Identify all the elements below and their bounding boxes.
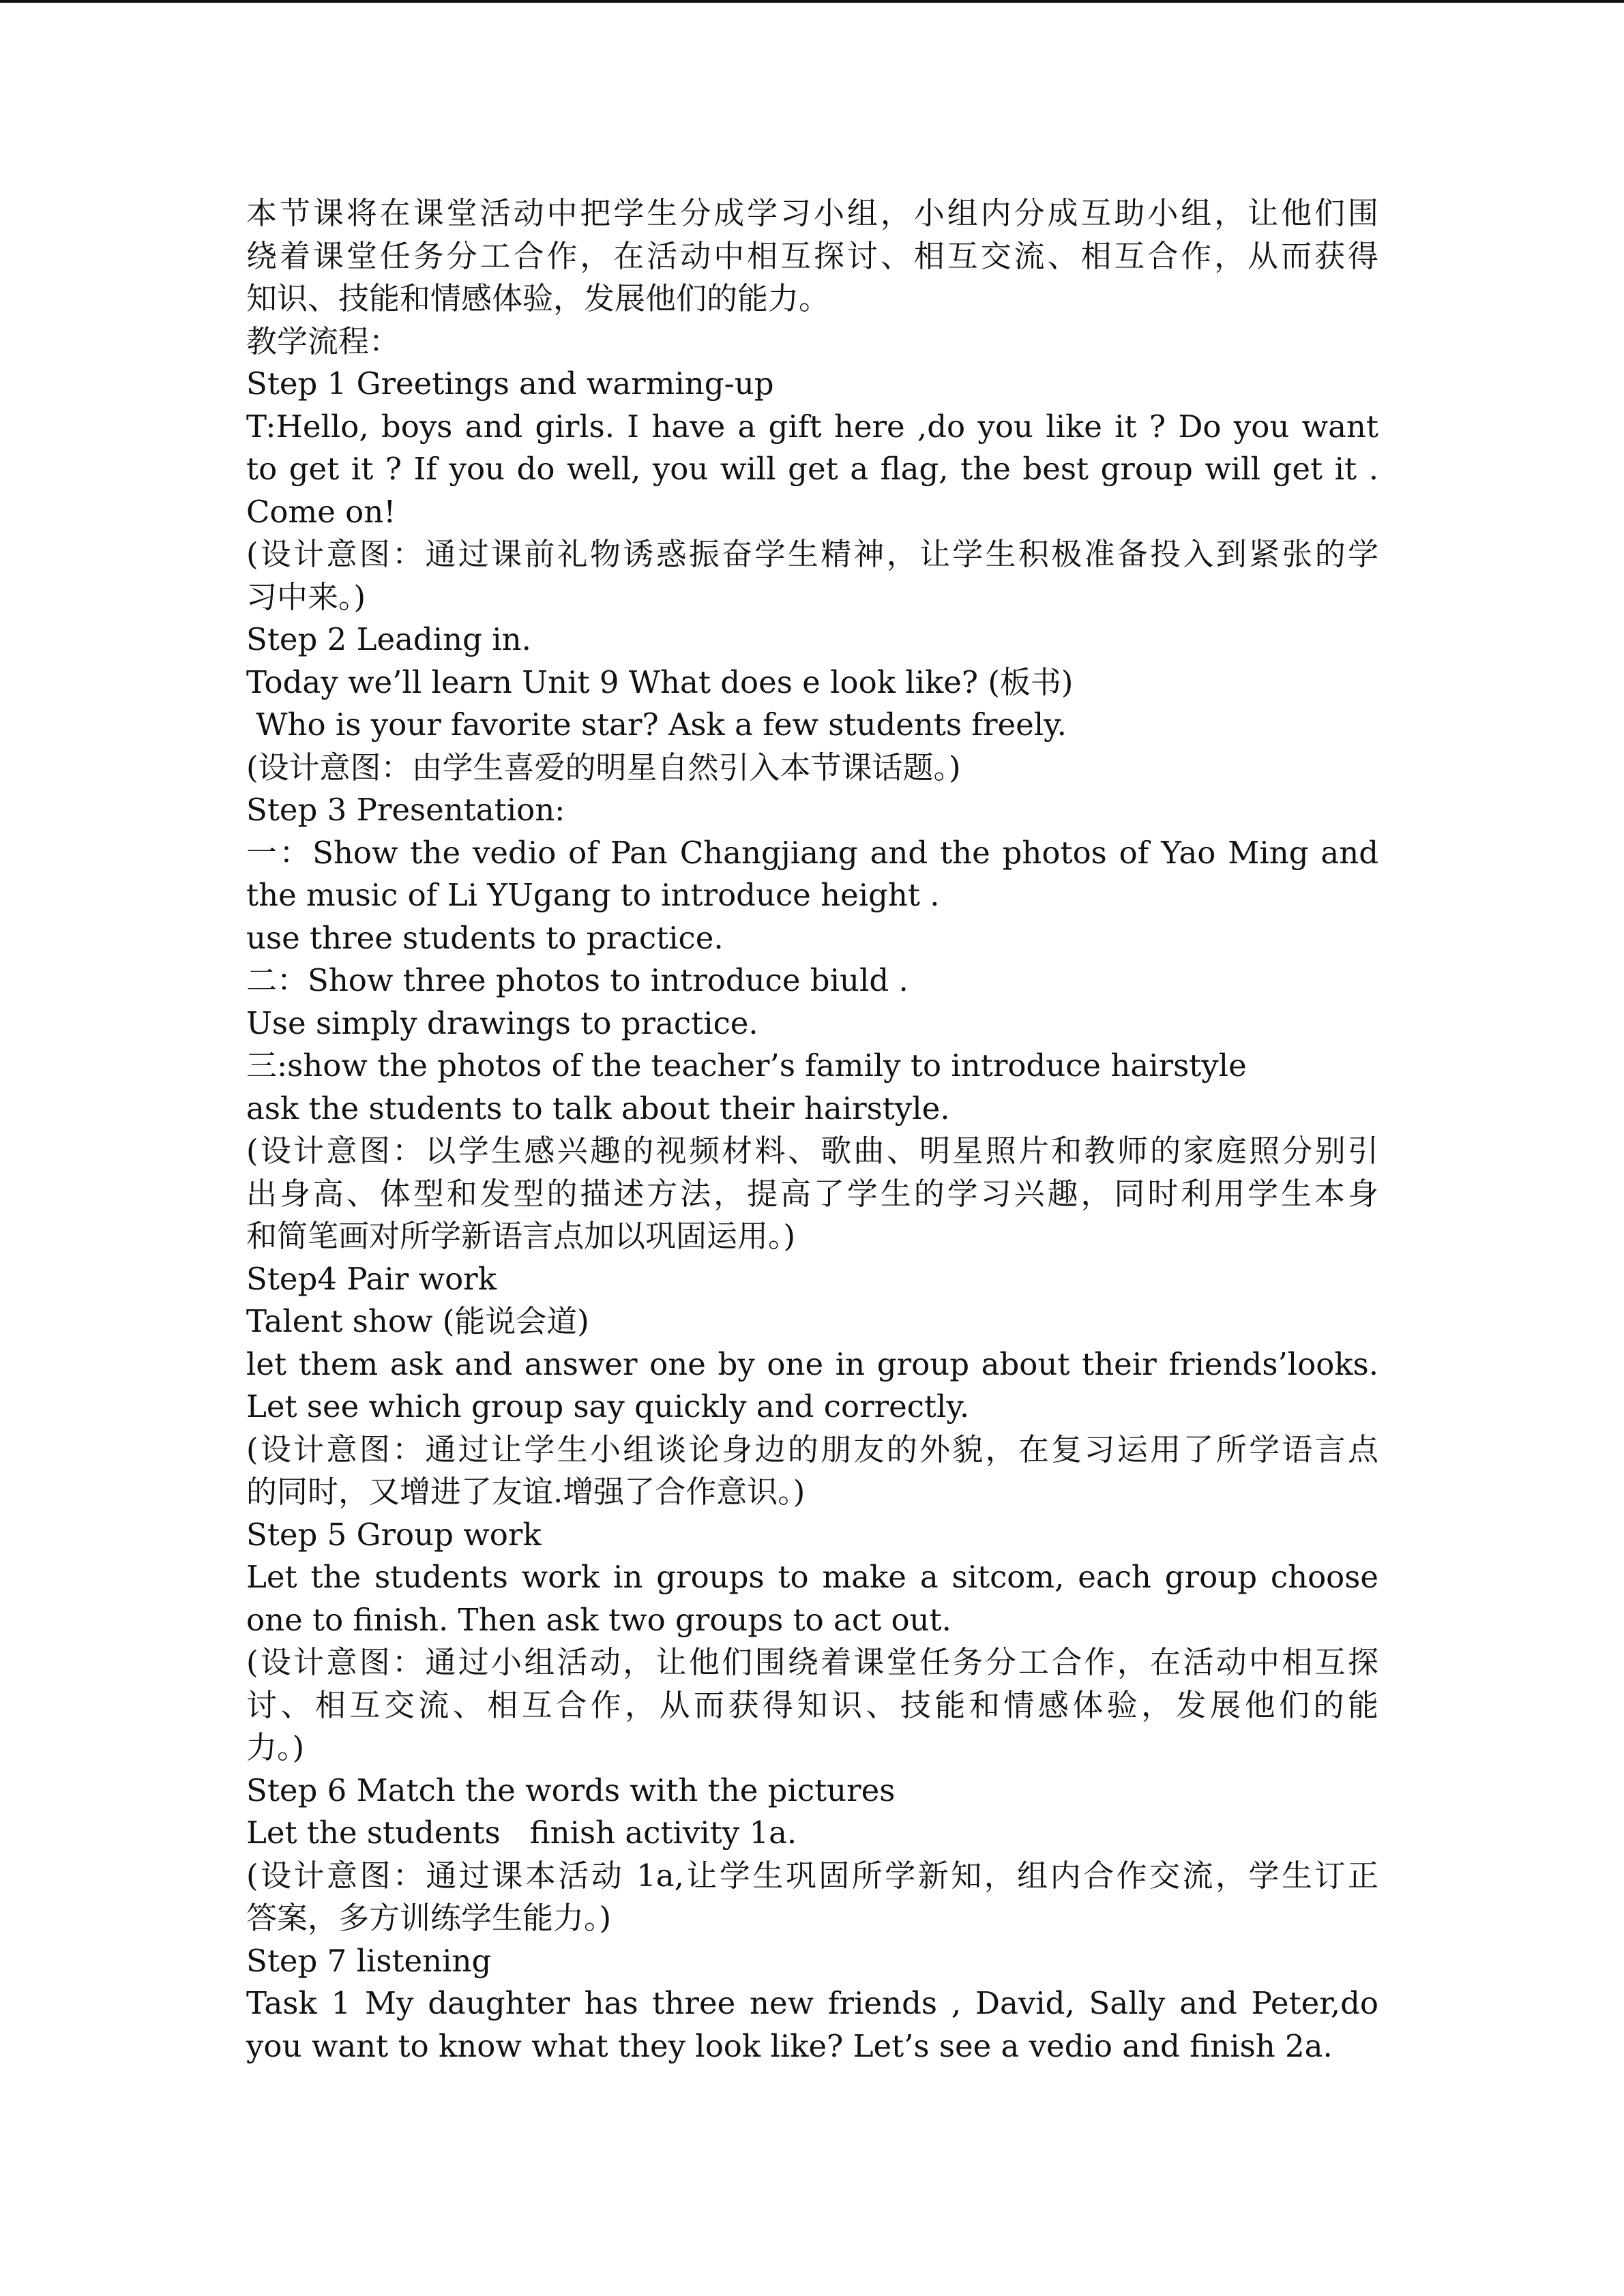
- step-heading: Step 7 listening: [246, 1942, 492, 1979]
- text-line: 绕着课堂任务分工合作，在活动中相互探讨、相互交流、相互合作，从而获得: [246, 237, 1378, 274]
- step-heading: Step 6 Match the words with the pictures: [246, 1772, 896, 1808]
- design-note-line: 答案，多方训练学生能力。): [246, 1900, 612, 1936]
- design-note-line: (设计意图：由学生喜爱的明星自然引入本节课话题。): [246, 749, 961, 786]
- text-line: to get it ? If you do well, you will get a flag, the best group will get it .: [246, 451, 1378, 487]
- step-heading: Step4 Pair work: [246, 1260, 497, 1297]
- text-line: Today we’ll learn Unit 9 What does e look like? (板书): [246, 664, 1074, 700]
- text-line: you want to know what they look like? Let’s see a vedio and finish 2a.: [246, 2027, 1333, 2064]
- text-line: one to finish. Then ask two groups to act out.: [246, 1601, 951, 1638]
- design-note-line: 力。): [246, 1729, 305, 1765]
- design-note-line: 和简笔画对所学新语言点加以巩固运用。): [246, 1218, 796, 1254]
- text-line: Who is your favorite star? Ask a few students freely.: [246, 706, 1067, 743]
- text-line: 三:show the photos of the teacher’s family to introduce hairstyle: [246, 1047, 1247, 1084]
- text-line: 知识、技能和情感体验，发展他们的能力。: [246, 280, 830, 316]
- design-note-line: (设计意图：以学生感兴趣的视频材料、歌曲、明星照片和教师的家庭照分别引: [246, 1133, 1378, 1169]
- document-body: [246, 192, 1378, 2068]
- design-note-line: (设计意图：通过课本活动 1a,让学生巩固所学新知，组内合作交流，学生订正: [246, 1857, 1378, 1894]
- text-line: Talent show (能说会道): [246, 1303, 589, 1339]
- design-note-line: (设计意图：通过让学生小组谈论身边的朋友的外貌，在复习运用了所学语言点: [246, 1431, 1378, 1467]
- text-line: ask the students to talk about their hairstyle.: [246, 1090, 950, 1127]
- step-heading: Step 5 Group work: [246, 1516, 542, 1553]
- text-line: Task 1 My daughter has three new friends , David, Sally and Peter,do: [246, 1985, 1378, 2021]
- design-note-line: 出身高、体型和发型的描述方法，提高了学生的学习兴趣，同时利用学生本身: [246, 1175, 1378, 1212]
- text-line: 一：Show the vedio of Pan Changjiang and the photos of Yao Ming and: [246, 834, 1378, 871]
- text-line: Let the students finish activity 1a.: [246, 1815, 797, 1851]
- text-line: the music of Li YUgang to introduce height .: [246, 877, 940, 913]
- step-heading: Step 2 Leading in.: [246, 621, 531, 657]
- text-line: use three students to practice.: [246, 919, 724, 956]
- step-heading: Step 3 Presentation:: [246, 792, 565, 828]
- design-note-line: 的同时，又增进了友谊.增强了合作意识。): [246, 1474, 806, 1510]
- text-line: 本节课将在课堂活动中把学生分成学习小组，小组内分成互助小组，让他们围: [246, 195, 1378, 231]
- step-heading: Step 1 Greetings and warming-up: [246, 366, 774, 402]
- text-line: 二：Show three photos to introduce biuld .: [246, 962, 909, 998]
- text-line: let them ask and answer one by one in group about their friends’looks.: [246, 1345, 1378, 1382]
- text-line: 教学流程：: [246, 323, 400, 359]
- design-note-line: 讨、相互交流、相互合作，从而获得知识、技能和情感体验，发展他们的能: [246, 1686, 1378, 1723]
- page-top-border: [0, 0, 1624, 3]
- design-note-line: (设计意图：通过小组活动，让他们围绕着课堂任务分工合作，在活动中相互探: [246, 1644, 1378, 1680]
- text-line: Use simply drawings to practice.: [246, 1004, 758, 1041]
- text-line: T:Hello, boys and girls. I have a gift here ,do you like it ? Do you want: [246, 408, 1378, 445]
- text-line: Let see which group say quickly and correctly.: [246, 1388, 970, 1425]
- text-line: Let the students work in groups to make a sitcom, each group choose: [246, 1559, 1378, 1595]
- design-note-line: (设计意图：通过课前礼物诱惑振奋学生精神，让学生积极准备投入到紧张的学: [246, 536, 1378, 572]
- text-line: Come on!: [246, 493, 396, 530]
- design-note-line: 习中来。): [246, 578, 366, 615]
